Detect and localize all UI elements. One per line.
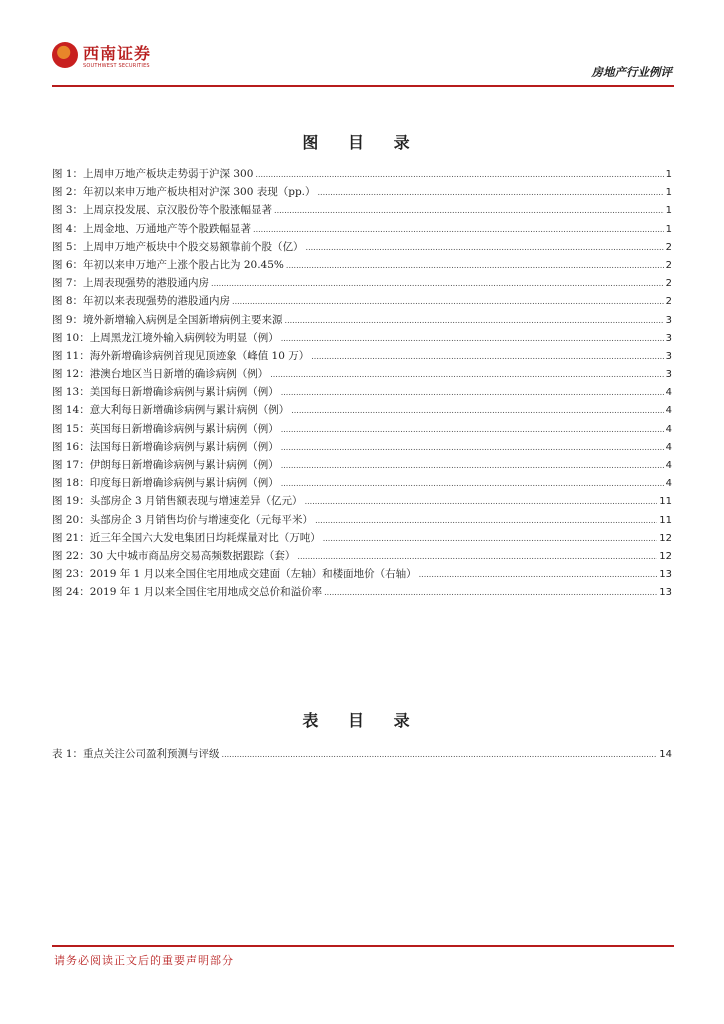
toc-leader-dots bbox=[297, 552, 657, 561]
toc-leader-dots bbox=[306, 243, 664, 252]
report-type-title: 房地产行业例评 bbox=[591, 65, 672, 79]
toc-entry[interactable] bbox=[52, 239, 672, 257]
toc-entry[interactable] bbox=[52, 402, 672, 420]
toc-entry[interactable] bbox=[52, 275, 672, 293]
toc-entry-page: 2 bbox=[665, 259, 672, 271]
toc-entry[interactable] bbox=[52, 566, 672, 584]
toc-leader-dots bbox=[255, 170, 663, 179]
toc-entry-label: 图 10：上周黑龙江境外输入病例较为明显（例） bbox=[52, 331, 279, 344]
toc-entry[interactable] bbox=[52, 330, 672, 348]
toc-leader-dots bbox=[323, 534, 658, 543]
toc-entry-page: 3 bbox=[665, 350, 672, 362]
toc-entry[interactable] bbox=[52, 202, 672, 220]
toc-entry-page: 1 bbox=[665, 223, 672, 235]
toc-entry-label: 图 3：上周京投发展、京汉股份等个股涨幅显著 bbox=[52, 204, 273, 217]
toc-leader-dots bbox=[318, 188, 664, 197]
footer-divider bbox=[52, 945, 674, 947]
toc-entry[interactable] bbox=[52, 746, 672, 764]
toc-entry-page: 3 bbox=[665, 332, 672, 344]
toc-entry-label: 图 13：美国每日新增确诊病例与累计病例（例） bbox=[52, 386, 279, 399]
toc-entry-label: 图 15：英国每日新增确诊病例与累计病例（例） bbox=[52, 422, 279, 435]
toc-entry-label: 图 22：30 大中城市商品房交易高频数据跟踪（套） bbox=[52, 549, 296, 562]
toc-entry[interactable] bbox=[52, 475, 672, 493]
figures-toc-title: 图 目 录 bbox=[302, 133, 422, 152]
logo-chinese-name: 西南证券 bbox=[83, 44, 152, 63]
toc-entry-page: 13 bbox=[659, 587, 672, 599]
toc-entry-label: 图 19：头部房企 3 月销售额表现与增速差异（亿元） bbox=[52, 495, 303, 508]
toc-leader-dots bbox=[281, 388, 664, 397]
toc-leader-dots bbox=[281, 443, 664, 452]
toc-leader-dots bbox=[270, 370, 663, 379]
toc-entry-label: 图 12：港澳台地区当日新增的确诊病例（例） bbox=[52, 368, 269, 381]
toc-entry[interactable] bbox=[52, 293, 672, 311]
toc-leader-dots bbox=[274, 206, 664, 215]
toc-entry-label: 图 23：2019 年 1 月以来全国住宅用地成交建面（左轴）和楼面地价（右轴） bbox=[52, 568, 417, 581]
toc-entry-page: 2 bbox=[665, 241, 672, 253]
toc-entry[interactable] bbox=[52, 530, 672, 548]
header-divider bbox=[52, 85, 674, 87]
toc-entry-label: 图 14：意大利每日新增确诊病例与累计病例（例） bbox=[52, 404, 290, 417]
toc-leader-dots bbox=[285, 316, 664, 325]
toc-entry[interactable] bbox=[52, 548, 672, 566]
toc-entry-label: 图 20：头部房企 3 月销售均价与增速变化（元每平米） bbox=[52, 513, 314, 526]
toc-leader-dots bbox=[305, 497, 658, 506]
toc-entry[interactable] bbox=[52, 348, 672, 366]
toc-entry-label: 图 11：海外新增确诊病例首现见顶迹象（峰值 10 万） bbox=[52, 349, 310, 362]
toc-leader-dots bbox=[311, 352, 663, 361]
toc-leader-dots bbox=[253, 225, 664, 234]
toc-entry-label: 表 1：重点关注公司盈利预测与评级 bbox=[52, 748, 220, 760]
toc-entry-page: 11 bbox=[659, 496, 672, 508]
toc-entry[interactable] bbox=[52, 366, 672, 384]
toc-leader-dots bbox=[232, 297, 664, 306]
toc-entry-label: 图 4：上周金地、万通地产等个股跌幅显著 bbox=[52, 222, 252, 235]
toc-entry[interactable] bbox=[52, 457, 672, 475]
toc-entry-label: 图 2：年初以来申万地产板块相对沪深 300 表现（pp.） bbox=[52, 186, 316, 199]
toc-entry-page: 14 bbox=[659, 749, 672, 760]
toc-entry-label: 图 7：上周表现强势的港股通内房 bbox=[52, 277, 210, 290]
toc-entry-page: 11 bbox=[659, 514, 672, 526]
toc-entry-page: 4 bbox=[665, 405, 672, 417]
toc-entry[interactable] bbox=[52, 512, 672, 530]
toc-entry-page: 4 bbox=[665, 441, 672, 453]
toc-entry-label: 图 21：近三年全国六大发电集团日均耗煤量对比（万吨） bbox=[52, 531, 321, 544]
tables-toc-title: 表 目 录 bbox=[302, 711, 422, 730]
toc-entry[interactable] bbox=[52, 184, 672, 202]
toc-entry-page: 4 bbox=[665, 460, 672, 471]
logo-emblem-icon bbox=[52, 42, 78, 68]
toc-entry-page: 12 bbox=[659, 550, 672, 562]
toc-leader-dots bbox=[281, 334, 664, 343]
figures-toc-list bbox=[52, 166, 672, 603]
toc-entry[interactable] bbox=[52, 493, 672, 511]
toc-entry-label: 图 16：法国每日新增确诊病例与累计病例（例） bbox=[52, 440, 279, 453]
toc-entry-page: 13 bbox=[659, 569, 672, 581]
toc-entry[interactable] bbox=[52, 439, 672, 457]
toc-leader-dots bbox=[286, 261, 664, 270]
toc-entry-page: 4 bbox=[665, 387, 672, 399]
toc-leader-dots bbox=[419, 570, 658, 579]
tables-toc-list bbox=[52, 746, 672, 764]
toc-entry[interactable] bbox=[52, 221, 672, 239]
toc-entry[interactable] bbox=[52, 584, 672, 602]
toc-entry[interactable] bbox=[52, 257, 672, 275]
toc-entry-page: 3 bbox=[665, 314, 672, 326]
toc-entry[interactable] bbox=[52, 384, 672, 402]
toc-leader-dots bbox=[291, 406, 663, 415]
toc-entry-page: 1 bbox=[665, 205, 672, 217]
toc-entry-page: 1 bbox=[665, 187, 672, 199]
toc-entry[interactable] bbox=[52, 421, 672, 439]
toc-entry-page: 1 bbox=[665, 169, 672, 180]
toc-entry-page: 2 bbox=[665, 296, 672, 308]
toc-leader-dots bbox=[222, 750, 658, 759]
toc-leader-dots bbox=[281, 425, 664, 434]
toc-entry-label: 图 18：印度每日新增确诊病例与累计病例（例） bbox=[52, 477, 279, 490]
toc-entry-label: 图 6：年初以来申万地产上涨个股占比为 20.45% bbox=[52, 258, 284, 271]
toc-entry-page: 3 bbox=[665, 369, 672, 381]
company-logo bbox=[52, 38, 172, 78]
toc-leader-dots bbox=[281, 479, 664, 488]
toc-entry-page: 2 bbox=[665, 278, 672, 290]
footer-disclaimer: 请务必阅读正文后的重要声明部分 bbox=[54, 954, 234, 967]
toc-leader-dots bbox=[315, 516, 657, 525]
toc-entry-label: 图 24：2019 年 1 月以来全国住宅用地成交总价和溢价率 bbox=[52, 586, 323, 599]
toc-entry-label: 图 17：伊朗每日新增确诊病例与累计病例（例） bbox=[52, 459, 279, 471]
toc-leader-dots bbox=[324, 588, 657, 597]
toc-entry-label: 图 5：上周申万地产板块中个股交易额靠前个股（亿） bbox=[52, 240, 304, 253]
toc-entry[interactable] bbox=[52, 166, 672, 184]
toc-entry-label: 图 9：境外新增输入病例是全国新增病例主要来源 bbox=[52, 313, 283, 326]
toc-leader-dots bbox=[281, 461, 664, 470]
toc-entry[interactable] bbox=[52, 312, 672, 330]
toc-entry-label: 图 1：上周申万地产板块走势弱于沪深 300 bbox=[52, 168, 254, 180]
toc-entry-page: 4 bbox=[665, 478, 672, 490]
toc-entry-page: 4 bbox=[665, 423, 672, 435]
toc-leader-dots bbox=[211, 279, 664, 288]
logo-english-name: SOUTHWEST SECURITIES bbox=[83, 63, 150, 69]
toc-entry-page: 12 bbox=[659, 532, 672, 544]
page-header bbox=[52, 38, 674, 90]
toc-entry-label: 图 8：年初以来表现强势的港股通内房 bbox=[52, 295, 231, 308]
